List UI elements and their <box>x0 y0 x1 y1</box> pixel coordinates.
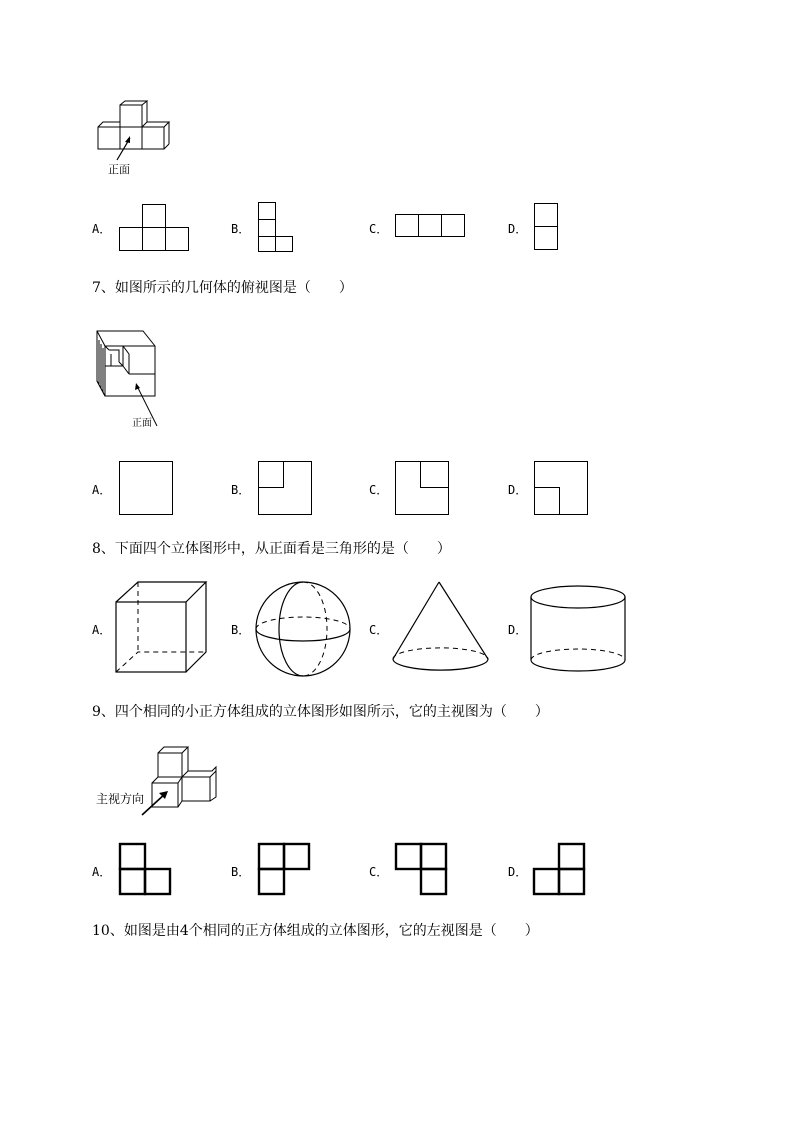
q6-figure <box>95 100 175 160</box>
q7-option-c[interactable]: C． <box>369 483 389 497</box>
q8-option-b[interactable]: B． <box>231 623 251 637</box>
q8-sphere-figure <box>254 580 354 680</box>
q8-cylinder-figure <box>530 584 630 676</box>
q7-option-a-figure <box>119 460 175 516</box>
q9-text: 9、四个相同的小正方体组成的立体图形如图所示，它的主视图为（ ） <box>92 704 549 720</box>
q9-option-d[interactable]: D． <box>508 865 528 879</box>
q8-option-d[interactable]: D． <box>508 623 528 637</box>
q6-option-a[interactable]: A． <box>92 222 112 236</box>
q9-option-d-figure <box>532 842 586 896</box>
q7-option-b[interactable]: B． <box>231 483 251 497</box>
q7-option-c-figure <box>395 460 451 516</box>
q9-option-a[interactable]: A． <box>92 865 112 879</box>
q7-option-d[interactable]: D． <box>508 483 528 497</box>
q6-option-c-figure <box>395 213 467 239</box>
q6-option-a-figure <box>119 203 191 251</box>
q6-option-b-figure <box>258 201 294 253</box>
q7-option-d-figure <box>534 460 590 516</box>
q6-option-c[interactable]: C． <box>369 222 389 236</box>
q9-direction-label: 主视方向 <box>96 792 145 806</box>
q7-front-label: 正面 <box>132 418 152 429</box>
q9-option-c[interactable]: C． <box>369 865 389 879</box>
q9-option-a-figure <box>118 842 172 896</box>
q6-option-b[interactable]: B． <box>231 222 251 236</box>
q7-figure <box>93 326 163 430</box>
q9-option-b[interactable]: B． <box>231 865 251 879</box>
q8-option-a[interactable]: A． <box>92 623 112 637</box>
q6-option-d[interactable]: D． <box>508 222 528 236</box>
q7-text: 7、如图所示的几何体的俯视图是（ ） <box>92 280 353 296</box>
q9-option-b-figure <box>257 842 311 896</box>
q10-text: 10、如图是由4个相同的正方体组成的立体图形，它的左视图是（ ） <box>92 923 539 939</box>
q9-figure <box>138 745 222 817</box>
q6-front-label: 正面 <box>108 163 130 176</box>
q8-text: 8、下面四个立体图形中，从正面看是三角形的是（ ） <box>92 541 451 557</box>
q9-option-c-figure <box>394 842 448 896</box>
q8-cone-figure <box>391 580 491 676</box>
q8-option-c[interactable]: C． <box>369 623 389 637</box>
q7-option-b-figure <box>258 460 314 516</box>
q8-cube-figure <box>114 580 210 676</box>
q7-option-a[interactable]: A． <box>92 483 112 497</box>
q6-option-d-figure <box>534 202 560 252</box>
